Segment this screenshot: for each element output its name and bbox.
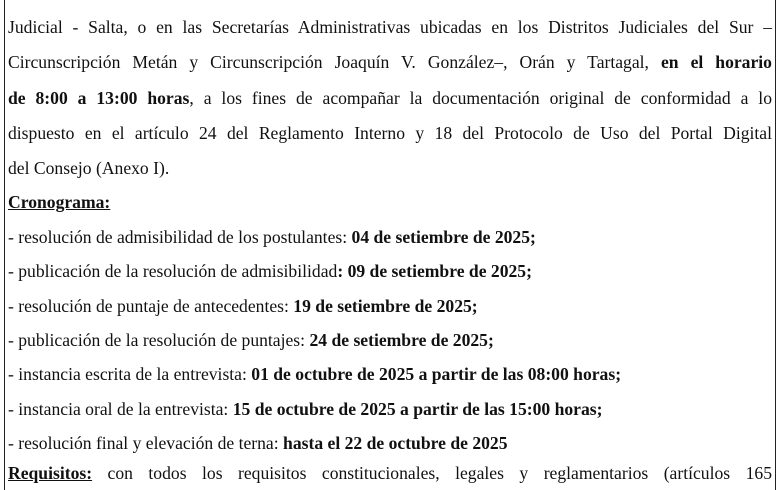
cronograma-item: - resolución final y elevación de terna: hasta el 22 de octubre de 2025 xyxy=(8,433,508,453)
paragraph-line xyxy=(8,122,772,144)
paragraph-text: dispuesto en el artículo 24 del Reglamento Interno y 18 del Protocolo de Uso del Portal Digital xyxy=(8,123,772,143)
paragraph-text: del Consejo (Anexo I). xyxy=(8,158,170,178)
paragraph-text: , a los fines de acompañar la documentación original de conformidad a lo xyxy=(189,88,772,108)
paragraph-bold-text: en el horario xyxy=(660,52,772,72)
requisitos-label: Requisitos: xyxy=(8,463,93,483)
paragraph-line xyxy=(8,87,772,109)
paragraph-line xyxy=(8,157,772,179)
paragraph-text: Judicial - Salta, o en las Secretarías Administrativas ubicadas en los Distritos Judiciales del Sur – xyxy=(8,17,772,37)
paragraph-line xyxy=(8,16,772,38)
section-heading: Cronograma: xyxy=(8,192,111,212)
cronograma-item: - instancia escrita de la entrevista: 01 de octubre de 2025 a partir de las 08:00 horas; xyxy=(8,364,622,384)
cronograma-item: - resolución de admisibilidad de los postulantes: 04 de setiembre de 2025; xyxy=(8,227,536,247)
requisitos-line xyxy=(8,462,772,484)
paragraph-text: Circunscripción Metán y Circunscripción Joaquín V. González–, Orán y Tartagal, xyxy=(8,52,661,72)
paragraph-line xyxy=(8,51,772,73)
cronograma-heading xyxy=(8,191,772,213)
paragraph-line-top-cut xyxy=(8,0,772,14)
cronograma-item: - publicación de la resolución de admisibilidad: 09 de setiembre de 2025; xyxy=(8,261,532,281)
cronograma-item: - publicación de la resolución de puntajes: 24 de setiembre de 2025; xyxy=(8,330,494,350)
paragraph-bold-text: de 8:00 a 13:00 horas xyxy=(8,88,190,108)
cronograma-item: - resolución de puntaje de antecedentes: 19 de setiembre de 2025; xyxy=(8,296,478,316)
requisitos-text: con todos los requisitos constitucionales, legales y reglamentarios (artículos 165 xyxy=(92,463,772,483)
cronograma-item: - instancia oral de la entrevista: 15 de octubre de 2025 a partir de las 15:00 horas; xyxy=(8,399,603,419)
